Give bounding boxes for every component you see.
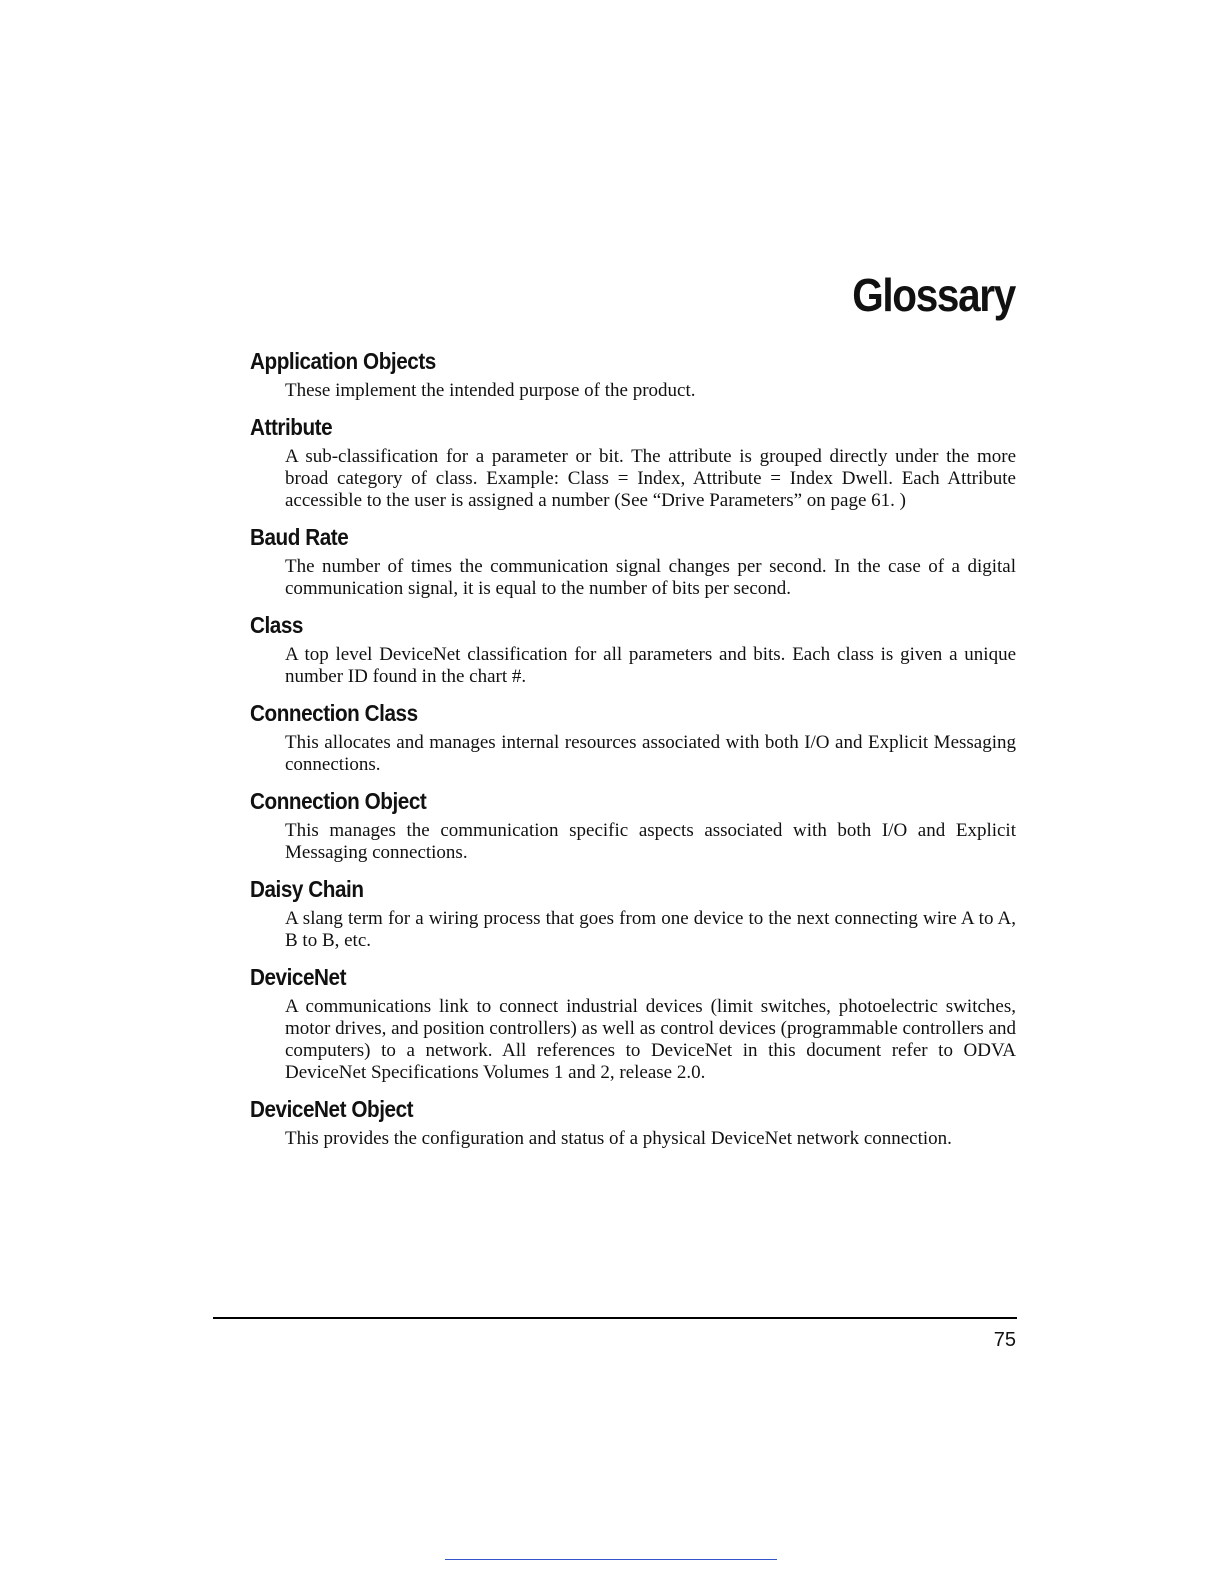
- glossary-term: Baud Rate: [250, 524, 349, 550]
- glossary-definition: The number of times the communication signal changes per second. In the case of a digital communication signal, it is equal to the number of bits per second.: [285, 556, 1016, 599]
- glossary-term: DeviceNet: [250, 964, 347, 990]
- glossary-definition: This allocates and manages internal resources associated with both I/O and Explicit Messaging connections.: [285, 732, 1016, 775]
- footer-divider: [213, 1317, 1017, 1319]
- glossary-definition: A slang term for a wiring process that goes from one device to the next connecting wire A to A, B to B, etc.: [285, 908, 1016, 951]
- glossary-entry-attribute: [250, 410, 1016, 512]
- glossary-term: Application Objects: [250, 348, 436, 374]
- glossary-definition: This provides the configuration and status of a physical DeviceNet network connection.: [285, 1128, 952, 1149]
- glossary-definition: A top level DeviceNet classification for all parameters and bits. Each class is given a unique number ID found in the chart #.: [285, 644, 1016, 687]
- glossary-entry-connection-object: [250, 784, 1016, 864]
- glossary-definition: A communications link to connect industrial devices (limit switches, photoelectric switches, motor drives, and position controllers) as well as control devices (programmable controllers and computers) to a network. All references to DeviceNet in this document refer to ODVA DeviceNet Specifications Volumes 1 and 2, release 2.0.: [285, 996, 1016, 1083]
- page-number: 75: [993, 1329, 1016, 1351]
- glossary-definition: This manages the communication specific aspects associated with both I/O and Explicit Messaging connections.: [285, 820, 1016, 863]
- glossary-entry-application-objects: [250, 344, 1016, 402]
- glossary-term: Connection Class: [250, 700, 418, 726]
- glossary-entry-devicenet: [250, 960, 1016, 1084]
- glossary-definition: A sub-classification for a parameter or bit. The attribute is grouped directly under the more broad category of class. Example: Class = Index, Attribute = Index Dwell. Each Attribute accessible to the user is assigned a number (See “Drive Parameters” on page 61. ): [285, 446, 1016, 511]
- bottom-link-underline: [445, 1559, 777, 1560]
- glossary-term: DeviceNet Object: [250, 1096, 414, 1122]
- glossary-term: Class: [250, 612, 303, 638]
- glossary-list: [250, 344, 1016, 1158]
- glossary-entry-connection-class: [250, 696, 1016, 776]
- glossary-term: Attribute: [250, 414, 333, 440]
- glossary-entry-daisy-chain: [250, 872, 1016, 952]
- glossary-entry-baud-rate: [250, 520, 1016, 600]
- glossary-term: Daisy Chain: [250, 876, 364, 902]
- glossary-definition: These implement the intended purpose of the product.: [285, 380, 696, 401]
- page-title: Glossary: [852, 269, 1015, 321]
- glossary-entry-devicenet-object: [250, 1092, 1016, 1150]
- glossary-entry-class: [250, 608, 1016, 688]
- glossary-term: Connection Object: [250, 788, 427, 814]
